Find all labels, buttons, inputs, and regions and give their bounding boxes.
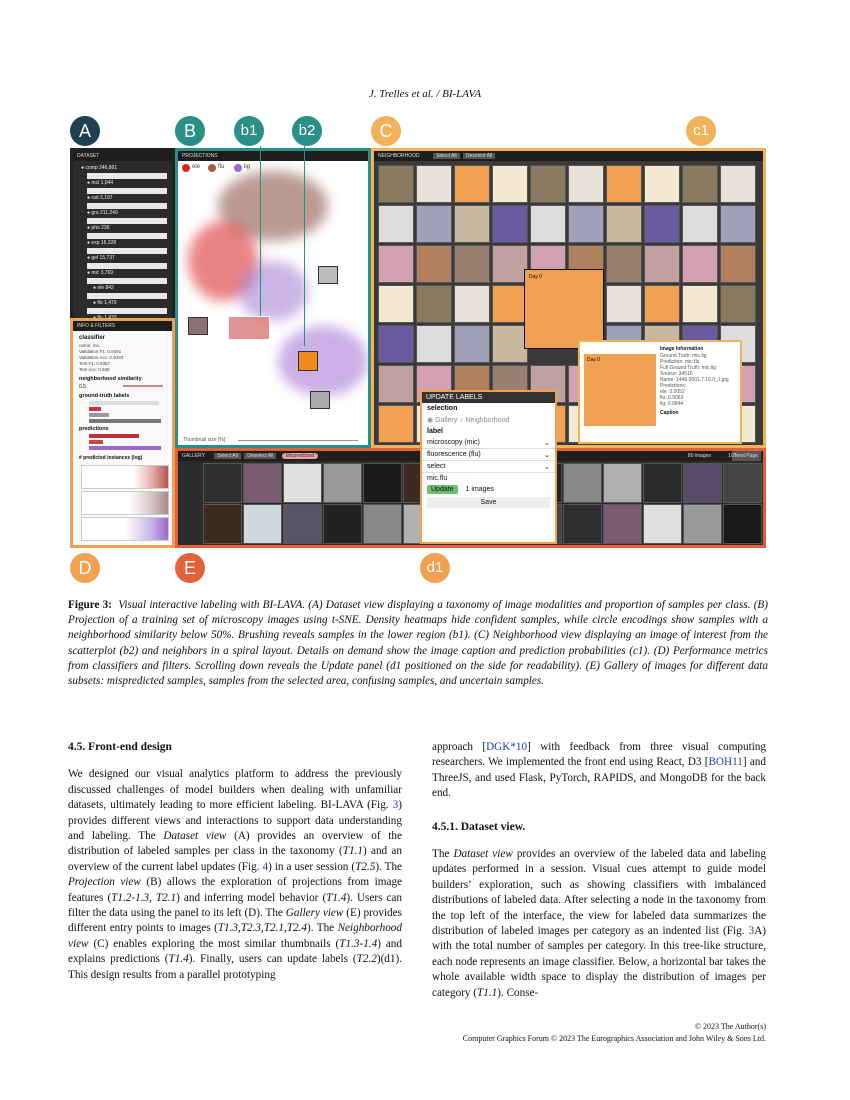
text-run: Dataset view (163, 830, 227, 843)
b2-leader (304, 146, 305, 346)
tree-distribution-bar (87, 203, 167, 209)
text-run: (A) provides an overview of the distribution of labeled samples per class in the taxonomy ( (68, 830, 402, 858)
neighbor-thumbnail[interactable] (644, 285, 680, 323)
text-run: (B) allows the exploration of projections from image features ( (68, 876, 403, 904)
neighbor-thumbnail[interactable] (416, 165, 452, 203)
gallery-thumbnail[interactable] (683, 504, 722, 544)
nb-select-all[interactable]: Select All (433, 153, 460, 159)
section-45-paragraph (68, 767, 402, 983)
text-run: approach [ (432, 741, 487, 753)
tree-node[interactable]: ● mic 3,769 (87, 270, 114, 276)
projection-thumb-1[interactable] (318, 266, 338, 284)
text-run: ) provides different views and interactions to support data understanding and labeling. The (68, 799, 402, 843)
section-451-heading: 4.5.1. Dataset view. (432, 820, 526, 833)
gallery-thumbnail[interactable] (323, 504, 362, 544)
tree-node[interactable]: ● flo 1,479 (93, 300, 117, 306)
metric-line: Validation F1: 0.9491 (79, 349, 122, 354)
label-b2: b2 (292, 116, 322, 146)
tree-node[interactable]: ● ele 842 (93, 285, 114, 291)
neighbor-thumbnail[interactable] (378, 165, 414, 203)
reference-link[interactable]: 4 (262, 860, 269, 873)
text-run: Gallery view (285, 907, 344, 920)
tree-node[interactable]: ● mcl 1,044 (87, 180, 114, 186)
info-field: Ground Truth: mic.lig (660, 353, 707, 359)
legend-lig: lig (244, 164, 251, 170)
info-title: Image Information (660, 346, 704, 352)
neighbor-thumbnail[interactable] (378, 285, 414, 323)
neighbor-thumbnail[interactable] (416, 325, 452, 363)
neighbor-thumbnail[interactable] (378, 325, 414, 363)
gallery-deselect-all[interactable]: Deselect All (244, 453, 276, 459)
neighbor-thumbnail[interactable] (492, 285, 528, 323)
histogram-2 (81, 491, 169, 515)
save-button[interactable]: Save (427, 497, 550, 508)
update-button[interactable]: Update (427, 485, 458, 494)
text-run: )(d1). This design results from a parallel prototyping (68, 953, 403, 981)
gallery-thumbnail[interactable] (603, 504, 642, 544)
caption-label: Figure 3: (68, 599, 112, 611)
metric-line: Validation Acc: 0.9433 (79, 355, 124, 360)
selection-label: selection (427, 405, 458, 412)
neighborhood-bar: NEIGHBORHOOD Select All Deselect All (374, 151, 763, 161)
legend-flu: flu (218, 164, 225, 170)
copyright-line: © 2023 The Author(s) (694, 1022, 766, 1031)
neighbor-thumbnail[interactable] (492, 205, 528, 243)
tree-node[interactable]: ● pho 236 (87, 225, 110, 231)
projection-thumb-3[interactable] (188, 317, 208, 335)
gallery-select-all[interactable]: Select All (214, 453, 241, 459)
gallery-thumbnail[interactable] (203, 463, 242, 503)
gallery-thumbnail[interactable] (283, 504, 322, 544)
label-A: A (70, 116, 100, 146)
gallery-thumbnail[interactable] (603, 463, 642, 503)
neighbor-thumbnail[interactable] (720, 245, 756, 283)
caption-text: Visual interactive labeling with BI-LAVA. (A) Dataset view displaying a taxonomy of image modalities and proportion of samples per class. (B) Projection of a training set of microscopy images using t-SNE. Density heatmaps hide confident samples, while circle encodings show samples with a neighborhood similarity below 50%. Brushing reveals samples in the lower region (b1). (C) Neighborhood view displaying an image of interest from the scatterplot (b2) and neighbors in a spiral layout. Details on demand show the image caption and prediction probabilities (c1). (D) Performance metrics from classifiers and filters. Scrolling down reveals the Update panel (d1 positioned on the side for readability). (E) Gallery of images for different data subsets: mispredicted samples, samples from the selected area, confusing samples, and uncertain samples. (68, 599, 768, 688)
classifier-label: classifier (79, 335, 106, 341)
text-run: T1.4 (168, 953, 189, 966)
text-run: provides an overview of the labeled data and labeling updates performed in a session. Visual cues attempt to guide model builders’ exploration, such as showing classifiers with imbalanced distributions of labeled data. After selecting a node in the taxonomy from the top left of the interface, the view for labeled data summarizes the distribution of labeled images per category as an indented list (Fig. (432, 848, 766, 938)
gallery-thumbnail[interactable] (363, 504, 402, 544)
running-head: J. Trelles et al. / BI-LAVA (368, 88, 482, 100)
neighbor-thumbnail[interactable] (378, 245, 414, 283)
neighbor-thumbnail[interactable] (530, 165, 566, 203)
info-field: Prediction: mic.flu (660, 359, 700, 365)
level-select-2[interactable]: fluorescence (flu) ⌄ (422, 449, 555, 461)
text-run: ] and ThreeJS, and used Flask, PyTorch, RAPIDS, and MongoDB for the back end. (432, 756, 766, 800)
neighbor-thumbnail[interactable] (720, 165, 756, 203)
legend-dot-lig (234, 164, 242, 172)
gallery-bar: GALLERY Select All Deselect All Mispredicted 80 images Next Page 1/2 (178, 451, 763, 461)
tree-distribution-bar (87, 308, 167, 314)
ground-truth-label: ground-truth labels (79, 393, 130, 399)
page-indicator: 1/2 (728, 453, 735, 459)
neighbor-thumbnail[interactable] (682, 245, 718, 283)
gt-bar-3 (89, 413, 109, 417)
neighbor-thumbnail[interactable] (606, 245, 642, 283)
dataset-bar: DATASET (73, 151, 172, 161)
gallery-thumbnail[interactable] (723, 504, 762, 544)
projection-view-panel (175, 148, 371, 448)
tree-distribution-bar (87, 173, 167, 179)
reference-link[interactable]: DGK*10 (486, 741, 528, 753)
gt-bar-2 (89, 407, 101, 411)
density-lig-2 (278, 326, 368, 396)
predicted-instances-label: # predicted instances (log) (79, 455, 143, 461)
neighbor-thumbnail[interactable] (378, 405, 414, 443)
info-field: Predictions: (660, 383, 687, 389)
text-run: ). Conse- (497, 986, 539, 999)
pred-bar-3 (89, 446, 161, 450)
text-run: T1.3,T2.3,T2.1,T2.4 (217, 922, 308, 935)
reference-link[interactable]: 3 (392, 799, 399, 812)
tree-node[interactable]: ● gel 15,737 (87, 255, 115, 261)
neighbor-thumbnail[interactable] (720, 285, 756, 323)
tree-distribution-bar (87, 293, 167, 299)
tree-node[interactable]: ● gra 211,249 (87, 210, 118, 216)
text-run: T2.2 (356, 953, 377, 966)
neighbor-thumbnail[interactable] (454, 165, 490, 203)
selection-options[interactable]: ◉ Gallery ○ Neighborhood (427, 417, 510, 424)
level-select-3[interactable]: select ⌄ (422, 461, 555, 473)
caption-title: Caption (660, 410, 679, 416)
neighbor-thumbnail[interactable] (416, 245, 452, 283)
center-image[interactable]: Day 0 (524, 269, 604, 349)
text-run: The (432, 848, 454, 861)
metric-line: Test F1: 0.9367 (79, 361, 111, 366)
tree-distribution-bar (87, 263, 167, 269)
gallery-thumbnail[interactable] (243, 504, 282, 544)
text-run: ). Finally, users can update labels ( (188, 953, 357, 966)
tree-node[interactable]: ● comp 246,861 (81, 165, 118, 171)
text-run: Projection view (68, 876, 141, 889)
info-field: Name: 1446.0001.7.16.0_1.jpg (660, 377, 729, 383)
text-run: Neighborhood view (68, 922, 402, 950)
legend-dot-ele (182, 164, 190, 172)
info-filters-panel (70, 318, 175, 548)
text-run: T1.1 (342, 845, 363, 858)
text-run: T2.5 (355, 860, 376, 873)
text-run: ). The (375, 860, 403, 873)
neighbor-thumbnail[interactable] (644, 165, 680, 203)
text-run: ) and an overview of the current label updates (Fig. (68, 845, 402, 873)
gallery-thumbnail[interactable] (563, 463, 602, 503)
similarity-value: 0.5 (79, 384, 86, 390)
text-run: ) and explains predictions ( (68, 937, 402, 966)
neighbor-thumbnail[interactable] (682, 285, 718, 323)
neighbor-thumbnail[interactable] (378, 205, 414, 243)
reference-link[interactable]: BOH11 (708, 756, 743, 769)
neighbor-thumbnail[interactable] (454, 285, 490, 323)
gallery-count: 80 images (687, 453, 711, 459)
section-451-paragraph (432, 847, 766, 1001)
neighbor-thumbnail[interactable] (454, 205, 490, 243)
pred-bar-1 (89, 434, 139, 438)
label-B: B (175, 116, 205, 146)
info-fields (660, 353, 729, 407)
info-field: Full Ground Truth: mic.lig (660, 365, 716, 371)
neighbor-thumbnail[interactable] (454, 325, 490, 363)
brushed-region-b1[interactable] (228, 316, 270, 340)
metric-line: Test Acc: 0.936 (79, 367, 110, 372)
metrics-list (79, 343, 123, 373)
gallery-thumbnail[interactable] (683, 463, 722, 503)
info-field: flu: 0.9063 (660, 395, 684, 401)
neighbor-thumbnail[interactable] (416, 205, 452, 243)
similarity-slider[interactable] (123, 385, 163, 387)
text-run: T1.2-1.3, T2.1 (111, 891, 177, 904)
neighbor-thumbnail[interactable] (492, 165, 528, 203)
thumbnail-size-label: Thumbnail size [%] (183, 437, 226, 443)
neighbor-thumbnail[interactable] (492, 325, 528, 363)
level-select-1[interactable]: microscopy (mic) ⌄ (422, 437, 555, 449)
neighbor-thumbnail[interactable] (530, 205, 566, 243)
label-D: D (70, 553, 100, 583)
text-run: T1.1 (477, 986, 498, 999)
neighborhood-similarity-label: neighborhood similarity (79, 376, 142, 382)
gallery-thumbnail[interactable] (283, 463, 322, 503)
neighbor-thumbnail[interactable] (378, 365, 414, 403)
label-E: E (175, 553, 205, 583)
label-c1: c1 (686, 116, 716, 146)
tree-distribution-bar (87, 248, 167, 254)
journal-line: Computer Graphics Forum © 2023 The Eurographics Association and John Wiley & Sons Ltd. (462, 1034, 766, 1043)
tree-distribution-bar (87, 233, 167, 239)
pred-bar-2 (89, 440, 103, 444)
gt-bar-1 (89, 401, 159, 405)
gallery-thumbnail[interactable] (563, 504, 602, 544)
text-run: (C) enables exploring the most similar thumbnails ( (88, 937, 340, 950)
right-column (432, 740, 766, 1001)
label-b1: b1 (234, 116, 264, 146)
neighbor-thumbnail[interactable] (682, 165, 718, 203)
next-page[interactable]: Next Page (732, 451, 761, 461)
text-run: T1.4 (326, 891, 347, 904)
text-run: ) and inferring model behavior ( (176, 891, 327, 904)
tree-distribution-bar (87, 278, 167, 284)
info-field: Source: 34516 (660, 371, 693, 377)
info-filters-bar: INFO & FILTERS (73, 321, 172, 331)
text-run: We designed our visual analytics platform to address the previously discussed challenges of model builders when dealing with unfamiliar datasets, ultimately leading to more efficient labeling. BI-LAVA (Fig. (68, 768, 402, 812)
info-field: lig: 0.0844 (660, 401, 684, 407)
metric-line: name: mic (79, 343, 100, 348)
neighbor-thumbnail[interactable] (720, 205, 756, 243)
gallery-thumbnail[interactable] (363, 463, 402, 503)
label-C: C (371, 116, 401, 146)
text-run: T1.3-1.4 (339, 937, 378, 950)
neighbor-thumbnail[interactable] (606, 165, 642, 203)
neighbor-thumbnail[interactable] (568, 205, 604, 243)
density-lig-1 (238, 261, 308, 321)
label-d1: d1 (420, 553, 450, 583)
update-labels-panel (420, 390, 557, 544)
update-title: UPDATE LABELS (422, 392, 555, 403)
nb-deselect-all[interactable]: Deselect All (463, 153, 495, 159)
legend-dot-flu (208, 164, 216, 172)
histogram-3 (81, 517, 169, 541)
neighbor-thumbnail[interactable] (606, 285, 642, 323)
text-run: A) with the total number of samples per category. In this tree-like structure, each node represents an image classifier. Below, a horizontal bar takes the whole available width space to display the distribution of images per category ( (432, 925, 766, 999)
neighbor-thumbnail[interactable] (682, 205, 718, 243)
info-field: ele: 0.0052 (660, 389, 685, 395)
text-run: ). The (307, 922, 338, 935)
gallery-thumbnail[interactable] (243, 463, 282, 503)
neighbor-thumbnail[interactable] (568, 165, 604, 203)
text-run: (E) provides different entry points to images ( (68, 907, 402, 935)
text-run: ) in a user session ( (268, 860, 356, 873)
tree-node[interactable]: ● exp 16,328 (87, 240, 117, 246)
neighbor-thumbnail[interactable] (492, 245, 528, 283)
mispredicted-tab[interactable]: Mispredicted (282, 453, 318, 459)
thumbnail-size-slider[interactable] (238, 440, 358, 441)
b1-leader (260, 146, 261, 316)
label-heading: label (427, 428, 443, 435)
text-run: Dataset view (453, 848, 513, 861)
section-45-heading: 4.5. Front-end design (68, 741, 172, 753)
legend-ele: ele (192, 164, 201, 170)
text-run: ] with feedback from three visual computing researchers. We implemented the front end using React, D3 [ (432, 741, 766, 769)
neighbor-thumbnail[interactable] (644, 245, 680, 283)
projections-bar: PROJECTIONS (178, 151, 368, 161)
gallery-thumbnail[interactable] (723, 463, 762, 503)
neighbor-thumbnail[interactable] (644, 205, 680, 243)
section-45-continued (432, 740, 766, 802)
gallery-thumbnail[interactable] (643, 463, 682, 503)
label-path: mic.flu (427, 475, 448, 482)
tree-node[interactable]: ● rad 3,197 (87, 195, 113, 201)
projection-thumb-2[interactable] (310, 391, 330, 409)
neighbor-thumbnail[interactable] (606, 205, 642, 243)
left-column (68, 740, 402, 983)
image-information-panel (578, 340, 742, 444)
selected-image-b2[interactable] (298, 351, 318, 371)
tree-distribution-bar (87, 188, 167, 194)
update-row (422, 484, 555, 495)
reference-link[interactable]: 3 (748, 925, 755, 938)
figure-caption (68, 598, 768, 689)
gallery-thumbnail[interactable] (643, 504, 682, 544)
neighbor-thumbnail[interactable] (416, 285, 452, 323)
info-image: Day 0 (584, 354, 656, 426)
tree-distribution-bar (87, 218, 167, 224)
gallery-thumbnail[interactable] (323, 463, 362, 503)
gt-bar-4 (89, 419, 161, 423)
update-count: 1 images (465, 486, 494, 493)
neighbor-thumbnail[interactable] (454, 245, 490, 283)
histogram-1 (81, 465, 169, 489)
gallery-thumbnail[interactable] (203, 504, 242, 544)
predictions-label: predictions (79, 426, 109, 432)
text-run: ). Users can filter the data using the panel to its left (D). The (68, 891, 402, 920)
